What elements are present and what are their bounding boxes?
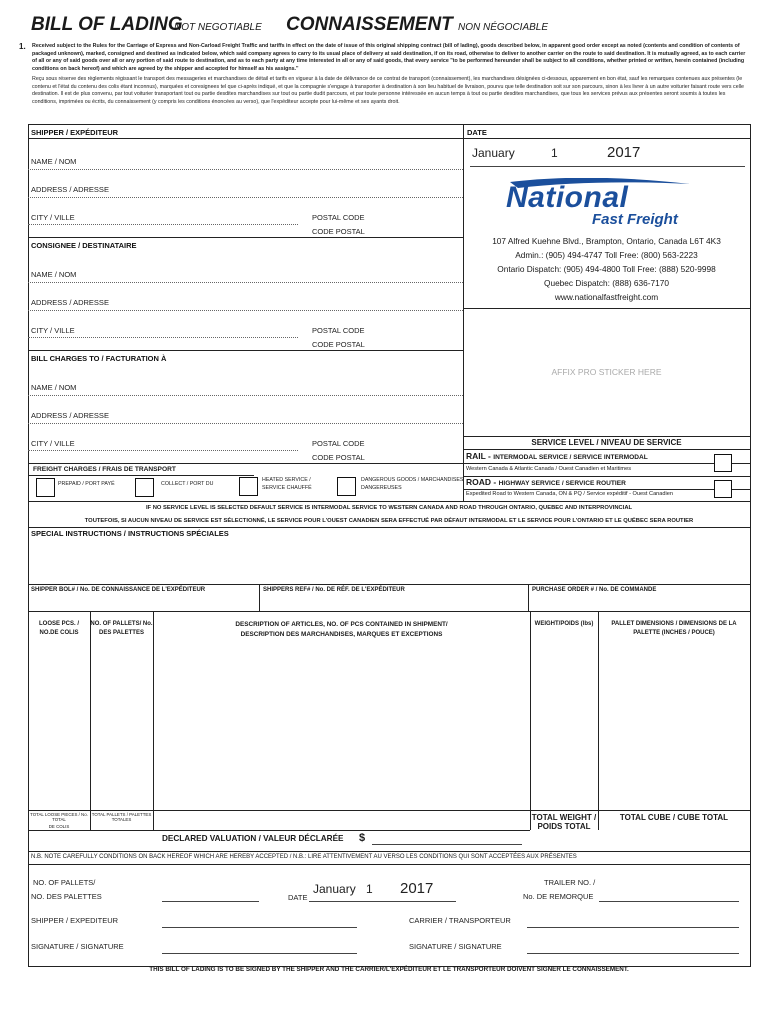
road-label (466, 477, 626, 487)
carrier-section: CARRIER / TRANSPORTEUR (409, 916, 511, 925)
date-day[interactable]: 1 (551, 146, 558, 160)
footer-pallets-label-1: NO. OF PALLETS/ (33, 878, 96, 887)
shipper-name-signature-field[interactable] (162, 927, 357, 928)
description-header-1: DESCRIPTION OF ARTICLES, NO. OF PCS CONTAINED IN SHIPMENT/ (235, 621, 448, 628)
purchase-order-label: PURCHASE ORDER # / No. DE COMMANDE (532, 587, 657, 593)
total-loose-label (28, 812, 90, 829)
not-negotiable: NOT NEGOTIABLE (174, 22, 262, 33)
shipper-name-field[interactable] (28, 169, 463, 170)
dollar-sign: $ (359, 832, 366, 844)
shipper-city-label: CITY / VILLE (31, 213, 75, 222)
billto-name-field[interactable] (28, 395, 463, 396)
pallets-header-2: DES PALETTES (99, 630, 144, 636)
nb-notice: N.B. NOTE CAREFULLY CONDITIONS ON BACK HEREOF WHICH ARE HEREBY ACCEPTED / N.B.: LIRE ATTENTIVEMENT AU VERSO LES CONDITIONS QUI SONT ACCEPTÉES AUX PRÉSENTES (31, 854, 577, 860)
trailer-label-1: TRAILER NO. / (544, 878, 596, 887)
consignee-address-field[interactable] (28, 310, 463, 311)
road-label-text: ROAD - (466, 477, 499, 487)
shipper-postal-fr-label: CODE POSTAL (312, 227, 365, 236)
special-instructions-field[interactable] (28, 540, 750, 584)
rail-label (466, 451, 648, 461)
collect-label: COLLECT / PORT DU (161, 481, 214, 487)
items-table-body[interactable] (28, 650, 750, 810)
company-ontario-dispatch: Ontario Dispatch: (905) 494-4800 Toll Free: (888) 520-9998 (497, 264, 716, 274)
consignee-name-label: NAME / NOM (31, 270, 77, 279)
notice-en: IF NO SERVICE LEVEL IS SELECTED DEFAULT SERVICE IS INTERMODAL SERVICE TO WESTERN CANADA AND ROAD THROUGH ONTARIO, QUEBEC AND INTERPROVINCIAL (145, 505, 633, 511)
shippers-ref-label: SHIPPERS REF# / No. DE RÉF. DE L'EXPÉDITEUR (263, 587, 405, 593)
consignee-city-field[interactable] (28, 337, 298, 338)
road-checkbox[interactable] (714, 480, 732, 498)
dimensions-header-1: PALLET DIMENSIONS / DIMENSIONS DE LA (611, 621, 737, 627)
prepaid-checkbox[interactable] (36, 478, 55, 497)
rail-checkbox[interactable] (714, 454, 732, 472)
rail-desc: INTERMODAL SERVICE / SERVICE INTERMODAL (493, 454, 648, 461)
description-header-2: DESCRIPTION DES MARCHANDISES, MARQUES ET EXCEPTIONS (240, 631, 443, 638)
footer-date-label: DATE (288, 893, 308, 902)
logo-main-text: National (506, 181, 629, 214)
road-desc: HIGHWAY SERVICE / SERVICE ROUTIER (498, 480, 626, 487)
rail-label-text: RAIL - (466, 451, 494, 461)
loose-pcs-header-1: LOOSE PCS. / (38, 621, 79, 627)
shipper-name-label: NAME / NOM (31, 157, 77, 166)
collect-checkbox[interactable] (135, 478, 154, 497)
company-admin: Admin.: (905) 494-4747 Toll Free: (800) 563-2223 (515, 250, 698, 260)
heated-checkbox[interactable] (239, 477, 258, 496)
consignee-city-label: CITY / VILLE (31, 326, 75, 335)
shipper-signature-label: SIGNATURE / SIGNATURE (31, 942, 124, 951)
heated-label-1: HEATED SERVICE / (262, 477, 311, 483)
carrier-signature-label: SIGNATURE / SIGNATURE (409, 942, 502, 951)
consignee-postal-label: POSTAL CODE (312, 326, 365, 335)
footer-date-day[interactable]: 1 (366, 882, 373, 896)
footer-date-month[interactable]: January (313, 882, 356, 896)
company-website[interactable]: www.nationalfastfreight.com (554, 292, 659, 302)
consignee-postal-fr-label: CODE POSTAL (312, 340, 365, 349)
dangerous-checkbox[interactable] (337, 477, 356, 496)
pallets-header-1: NO. OF PALLETS/ No. (90, 621, 153, 627)
footer-pallets-label-2: NO. DES PALETTES (31, 892, 102, 901)
total-loose-label-2: DE COLIS (48, 824, 70, 829)
freight-charges-label: FREIGHT CHARGES / FRAIS DE TRANSPORT (33, 466, 176, 473)
footer-date-year[interactable]: 2017 (400, 880, 434, 897)
billto-city-field[interactable] (28, 450, 298, 451)
terms-number: 1. (19, 42, 26, 51)
weight-header: WEIGHT/POIDS (lbs) (534, 621, 594, 627)
date-month[interactable]: January (472, 146, 515, 160)
total-loose-label-1: TOTAL LOOSE PIECES / No. TOTAL (30, 812, 88, 822)
shipper-address-field[interactable] (28, 197, 463, 198)
declared-valuation-label: DECLARED VALUATION / VALEUR DÉCLARÉE (162, 834, 344, 843)
shipper-bol-label: SHIPPER BOL# / No. DE CONNAISSANCE DE L'EXPÉDITEUR (31, 587, 206, 593)
notice-fr: TOUTEFOIS, SI AUCUN NIVEAU DE SERVICE EST SÉLECTIONNÉ, LE SERVICE POUR L'OUEST CANADIEN SERA EFFECTUÉ PAR DÉFAUT INTERMODAL ET LE SERVICE POUR L'ONTARIO ET LE QUÉBEC SERA ROUTIER (84, 518, 694, 524)
shipper-address-label: ADDRESS / ADRESSE (31, 185, 109, 194)
dangerous-label-2: DANGEREUSES (361, 485, 402, 491)
consignee-address-label: ADDRESS / ADRESSE (31, 298, 109, 307)
service-level-title: SERVICE LEVEL / NIVEAU DE SERVICE (531, 438, 682, 447)
billto-city-label: CITY / VILLE (31, 439, 75, 448)
dimensions-header-2: PALETTE (INCHES / POUCE) (633, 630, 715, 636)
logo-sub-text: Fast Freight (592, 211, 678, 228)
billto-address-field[interactable] (28, 423, 463, 424)
dimensions-header (598, 621, 750, 636)
terms-french: Reçu sous réserve des règlements régissant le transport des messageries et marchandises de détail et tarifs en vigueur à la date de délivrance de ce contrat de transport (connaissement), les marchandises désignées ci-dessous, apparement en bon état, sauf les remarques contenues aux présentes (le contenu et l'état du contenu des colis étant inconnus), marquées et coresignees tel que ci-après indiqué, et que la compagnie s'engage à transporter à destination à son lieu habituel de livraison, pourvu que telle destination soit sur son parcours, sinon à les livrer à un autre voiturier faisant route vers celle destination. Il est de plus convenu, par tout voiturier transportant tout ou partie desdites marchandises sur tout ou partie dudit parcours, et par toute personne intéressée en aucun temps à tout ou partie desdites marchandises, que tous les services prévus aux présentes seront soumis à toutes les conditions, imprimées ou écrits, du connaissement (y compris les conditions énoncées au verso), que l'expéditeur accepte pour lui-même et ses ayants droit. (32, 76, 744, 105)
carrier-name-field[interactable] (527, 927, 739, 928)
heated-label-2: SERVICE CHAUFFÉ (262, 485, 312, 491)
dangerous-label-1: DANGEROUS GOODS / MARCHANDISES (361, 477, 464, 483)
trailer-label-2: No. DE REMORQUE (523, 892, 594, 901)
billto-postal-label: POSTAL CODE (312, 439, 365, 448)
billto-postal-fr-label: CODE POSTAL (312, 453, 365, 462)
total-weight-label-1: TOTAL WEIGHT / (531, 813, 597, 822)
shipper-section-label: SHIPPER / EXPÉDITEUR (31, 128, 119, 137)
billto-section-label: BILL CHARGES TO / FACTURATION À (31, 354, 167, 363)
non-negociable: NON NÉGOCIABLE (458, 22, 549, 33)
title-en: BILL OF LADING (31, 14, 183, 35)
consignee-section-label: CONSIGNEE / DESTINATAIRE (31, 241, 137, 250)
footer-pallets-field[interactable] (162, 901, 259, 902)
date-label: DATE (467, 128, 487, 137)
billto-name-label: NAME / NOM (31, 383, 77, 392)
loose-pcs-header-2: NO.DE COLIS (39, 630, 79, 636)
total-weight-label-2: POIDS TOTAL (537, 822, 591, 831)
company-quebec-dispatch: Quebec Dispatch: (888) 636-7170 (544, 278, 669, 288)
loose-pcs-header (28, 621, 90, 636)
total-weight-label (530, 813, 598, 831)
terms-english: Received subject to the Rules for the Carriage of Express and Non-Carload Freight Traffic and tariffs in effect on the date of issue of this original shipping contract (bill of lading), goods described below, in apparent good order except as noted (contents and condition of contents of packaged unknown), marked, consigned and destined as indicated below, which said company agrees to carry to its usual place of delivery at said destination, if on its road, otherwise to deliver to another carrier on the route to said destination. It is mutually agreed, as to each carrier of all or any of said goods over all or any portion of said route to destination, and as to each party at any time interested in all or any of said goods, that every service "to be performed hereunder shall be subject to all conditions, whether printed or written, herein contained (including conditions on back hereof) and which are agreed by the shipper and accepted for himself as his assigns." (32, 43, 746, 72)
shipper-postal-label: POSTAL CODE (312, 213, 365, 222)
description-header (153, 621, 530, 638)
date-year[interactable]: 2017 (607, 144, 641, 161)
billto-address-label: ADDRESS / ADRESSE (31, 411, 109, 420)
declared-value-field[interactable] (372, 844, 522, 845)
shipper-signature-section: SHIPPER / EXPEDITEUR (31, 916, 119, 925)
consignee-name-field[interactable] (28, 282, 463, 283)
pallets-header (90, 621, 153, 636)
carrier-signature-field[interactable] (527, 953, 739, 954)
title-fr: CONNAISSEMENT (286, 14, 453, 35)
road-sub: Expedited Road to Western Canada, ON & PQ / Service expéditif - Ouest Canadien (466, 491, 673, 497)
total-cube-label: TOTAL CUBE / CUBE TOTAL (619, 813, 729, 822)
pro-sticker-area: AFFIX PRO STICKER HERE (551, 367, 662, 377)
company-address: 107 Alfred Kuehne Blvd., Brampton, Ontario, Canada L6T 4K3 (492, 236, 721, 246)
final-notice: THIS BILL OF LADING IS TO BE SIGNED BY THE SHIPPER AND THE CARRIER/L'EXPÉDITEUR ET LE TRANSPORTEUR DOIVENT SIGNER LE CONNAISSEMENT. (149, 966, 629, 973)
trailer-field[interactable] (599, 901, 739, 902)
prepaid-label: PREPAID / PORT PAYÉ (58, 481, 115, 487)
total-pallets-label: TOTAL PALLETS / PALETTES TOTALES (91, 812, 152, 822)
shipper-city-field[interactable] (28, 224, 298, 225)
special-instructions-label: SPECIAL INSTRUCTIONS / INSTRUCTIONS SPÉCIALES (31, 529, 229, 538)
shipper-signature-field[interactable] (162, 953, 357, 954)
rail-sub: Western Canada & Atlantic Canada / Ouest Canadien et Maritimes (466, 466, 631, 472)
